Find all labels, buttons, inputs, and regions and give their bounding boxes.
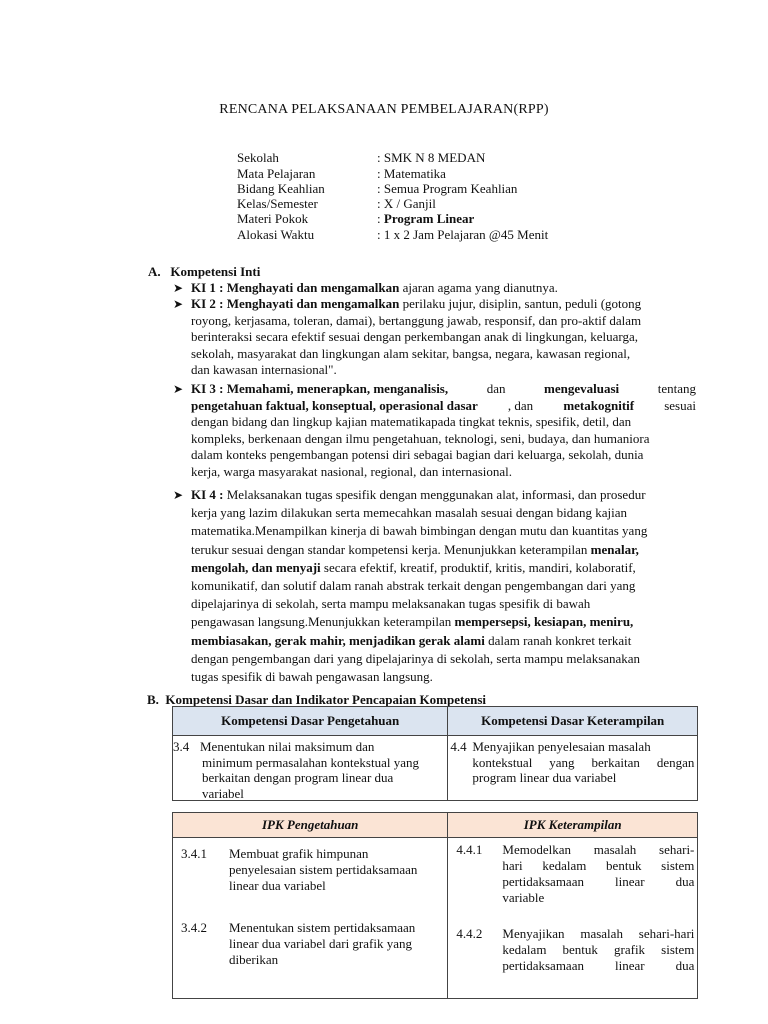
section-b-heading: B. Kompetensi Dasar dan Indikator Pencapaian Kompetensi — [147, 692, 487, 707]
identity-value: : SMK N 8 MEDAN — [377, 150, 486, 165]
ipk-text-line: linear dua variabel dari grafik yang — [229, 936, 412, 951]
ipk-number: 4.4.2 — [456, 926, 483, 941]
ipk-pengetahuan-cell — [173, 838, 448, 999]
arrow-bullet-icon: ➤ — [173, 297, 184, 311]
identity-row — [237, 166, 717, 182]
ipk-text-line: kedalam bentuk grafik sistem — [502, 942, 695, 957]
ki-text-line: tugas spesifik di bawah pengawasan langsung. — [191, 669, 433, 685]
kd-text-line: minimum permasalahan kontekstual yang — [202, 754, 419, 770]
kd-header-pengetahuan: Kompetensi Dasar Pengetahuan — [173, 707, 448, 736]
ki-bold-text: pengetahuan faktual, konseptual, operasional dasar — [191, 397, 478, 413]
kd-keterampilan-cell — [448, 736, 698, 801]
ki-text-line: kompleks, berkenaan dengan ilmu pengetahuan, teknologi, seni, budaya, dan humaniora — [191, 430, 650, 446]
ki-text-line: dan kawasan internasional". — [191, 362, 337, 377]
ipk-keterampilan-cell — [448, 838, 698, 999]
kd-pengetahuan-cell — [173, 736, 448, 801]
ki-text: Melaksanakan tugas spesifik dengan menggunakan alat, informasi, dan prosedur — [223, 487, 646, 502]
ki-text: pengawasan langsung.Menunjukkan keterampilan — [191, 614, 455, 630]
kd-text-line: variabel — [202, 785, 244, 801]
ki-label: KI 2 : — [191, 296, 224, 311]
kd-text-line: berkaitan dengan program linear dua — [202, 770, 394, 785]
arrow-bullet-icon: ➤ — [173, 281, 184, 295]
ipk-text-line: diberikan — [229, 952, 279, 967]
ki-label: KI 4 : — [191, 487, 224, 502]
section-a-heading: A. Kompetensi Inti — [148, 264, 261, 279]
ki-bold-text: menalar, — [590, 541, 639, 557]
ki-text-line: matematika.Menampilkan kinerja di bawah bimbingan dengan mutu dan kuantitas yang — [191, 523, 648, 539]
ipk-text-line: pertidaksamaan linear dua — [502, 874, 695, 889]
ki-text-line: kerja yang lazim dilakukan serta memecahkan masalah sesuai dengan bidang kajian — [191, 505, 628, 521]
identity-label: Sekolah — [237, 150, 279, 165]
identity-label: Alokasi Waktu — [237, 227, 315, 242]
identity-value: : Matematika — [377, 166, 446, 181]
arrow-bullet-icon: ➤ — [173, 488, 184, 502]
identity-label: Mata Pelajaran — [237, 166, 316, 181]
identity-value: : X / Ganjil — [377, 196, 436, 211]
identity-value: : 1 x 2 Jam Pelajaran @45 Menit — [377, 227, 549, 242]
ki-text: dalam ranah konkret terkait — [484, 632, 632, 648]
identity-row — [237, 196, 717, 212]
ki-bold-text: mengolah, dan menyaji — [191, 559, 321, 575]
kd-text-line: Menyajikan penyelesaian masalah — [472, 739, 651, 754]
identity-label: Kelas/Semester — [237, 196, 318, 211]
ipk-text-line: hari kedalam bentuk sistem — [502, 858, 695, 873]
identity-row — [237, 227, 717, 243]
ipk-table — [172, 812, 698, 999]
kd-number: 4.4 — [450, 739, 467, 754]
ki-text: dan — [486, 381, 506, 396]
identity-value-bold: Program Linear — [383, 211, 475, 226]
identity-label: Bidang Keahlian — [237, 181, 325, 196]
ipk-number: 3.4.2 — [181, 920, 207, 935]
kd-number: 3.4 — [173, 739, 190, 754]
ki-bold-text: Menghayati dan mengamalkan — [226, 296, 400, 311]
ipk-number: 4.4.1 — [456, 842, 483, 857]
ipk-text-line: Menyajikan masalah sehari-hari — [502, 926, 695, 941]
ki-text-line: royong, kerjasama, toleran, damai), bertanggung jawab, responsif, dan pro-aktif dalam — [191, 312, 642, 328]
ki-text: perilaku jujur, disiplin, santun, peduli (gotong — [399, 296, 642, 311]
identity-row — [237, 150, 717, 166]
ipk-header-keterampilan: IPK Keterampilan — [448, 813, 698, 838]
ki-2 — [173, 296, 696, 379]
ki-text-line: sekolah, masyarakat dan lingkungan alam sekitar, bangsa, negara, kawasan regional, — [191, 345, 631, 361]
identity-row — [237, 181, 717, 197]
ki-1 — [173, 280, 696, 297]
ipk-text-line: Menentukan sistem pertidaksamaan — [229, 920, 416, 935]
ipk-number: 3.4.1 — [181, 846, 207, 861]
ipk-text-line: linear dua variabel — [229, 878, 326, 893]
kd-text-line: program linear dua variabel — [472, 770, 617, 785]
ipk-text-line: pertidaksamaan linear dua — [502, 958, 695, 973]
ipk-text-line: penyelesaian sistem pertidaksamaan — [229, 862, 418, 877]
ki-text-line: dipelajarinya di sekolah, serta mampu melaksanakan tugas spesifik di bawah — [191, 596, 591, 612]
ki-text-line: berinteraksi secara efektif sesuai dengan perkembangan anak di lingkungan, keluarga, — [191, 329, 638, 344]
ki-text-line: komunikatif, dan solutif dalam ranah abstrak terkait dengan pengembangan dari yang — [191, 578, 636, 594]
ki-text: tentang — [657, 381, 696, 396]
kd-header-keterampilan: Kompetensi Dasar Keterampilan — [448, 707, 698, 736]
ipk-header-pengetahuan: IPK Pengetahuan — [173, 813, 448, 838]
ki-bold-text: membiasakan, gerak mahir, menjadikan gerak alami — [191, 632, 485, 648]
ki-label: KI 3 : — [191, 381, 224, 396]
ki-text-line: dengan bidang dan lingkup kajian matematikapada tingkat teknis, spesifik, detil, dan — [191, 414, 632, 429]
identity-value: : Semua Program Keahlian — [377, 181, 518, 196]
ki-bold-text: mempersepsi, kesiapan, meniru, — [454, 614, 634, 630]
ki-bold-text: Menghayati dan mengamalkan — [226, 280, 400, 295]
ki-4 — [173, 486, 696, 686]
ipk-text-line: variable — [502, 890, 545, 905]
ipk-text-line: Membuat grafik himpunan — [229, 846, 369, 861]
ki-label: KI 1 : — [191, 280, 224, 295]
kd-text-line: Menentukan nilai maksimum dan — [200, 739, 375, 754]
ki-bold-text: mengevaluasi — [544, 381, 620, 396]
ipk-text-line: Memodelkan masalah sehari- — [502, 842, 695, 857]
ki-text: ajaran agama yang dianutnya. — [399, 280, 558, 295]
ki-bold-text: Memahami, menerapkan, menganalisis, — [226, 381, 449, 396]
ki-text-line: dengan pengembangan dari yang dipelajarinya di sekolah, serta mampu melaksanakan — [191, 650, 641, 666]
ki-text-line: kerja, warga masyarakat nasional, regional, dan internasional. — [191, 463, 513, 479]
kd-text-line: kontekstual yang berkaitan dengan — [472, 754, 695, 770]
ki-text: , dan — [507, 397, 534, 413]
identity-label: Materi Pokok — [237, 211, 309, 226]
identity-prefix: : — [377, 211, 384, 226]
identity-value — [377, 211, 474, 228]
ki-bold-text: metakognitif — [563, 397, 635, 413]
ki-text: terukur sesuai dengan standar kompetensi kerja. Menunjukkan keterampilan — [191, 541, 591, 557]
ki-3 — [173, 381, 696, 480]
identity-row — [237, 211, 717, 227]
document-title: RENCANA PELAKSANAAN PEMBELAJARAN(RPP) — [219, 102, 549, 117]
kd-table — [172, 706, 698, 801]
ki-text: secara efektif, kreatif, produktif, kritis, mandiri, kolaboratif, — [320, 559, 636, 575]
ki-text-line: dalam konteks pengembangan potensi diri sebagai bagian dari keluarga, sekolah, dunia — [191, 447, 644, 462]
arrow-bullet-icon: ➤ — [173, 382, 184, 396]
ki-text: sesuai — [664, 397, 696, 413]
